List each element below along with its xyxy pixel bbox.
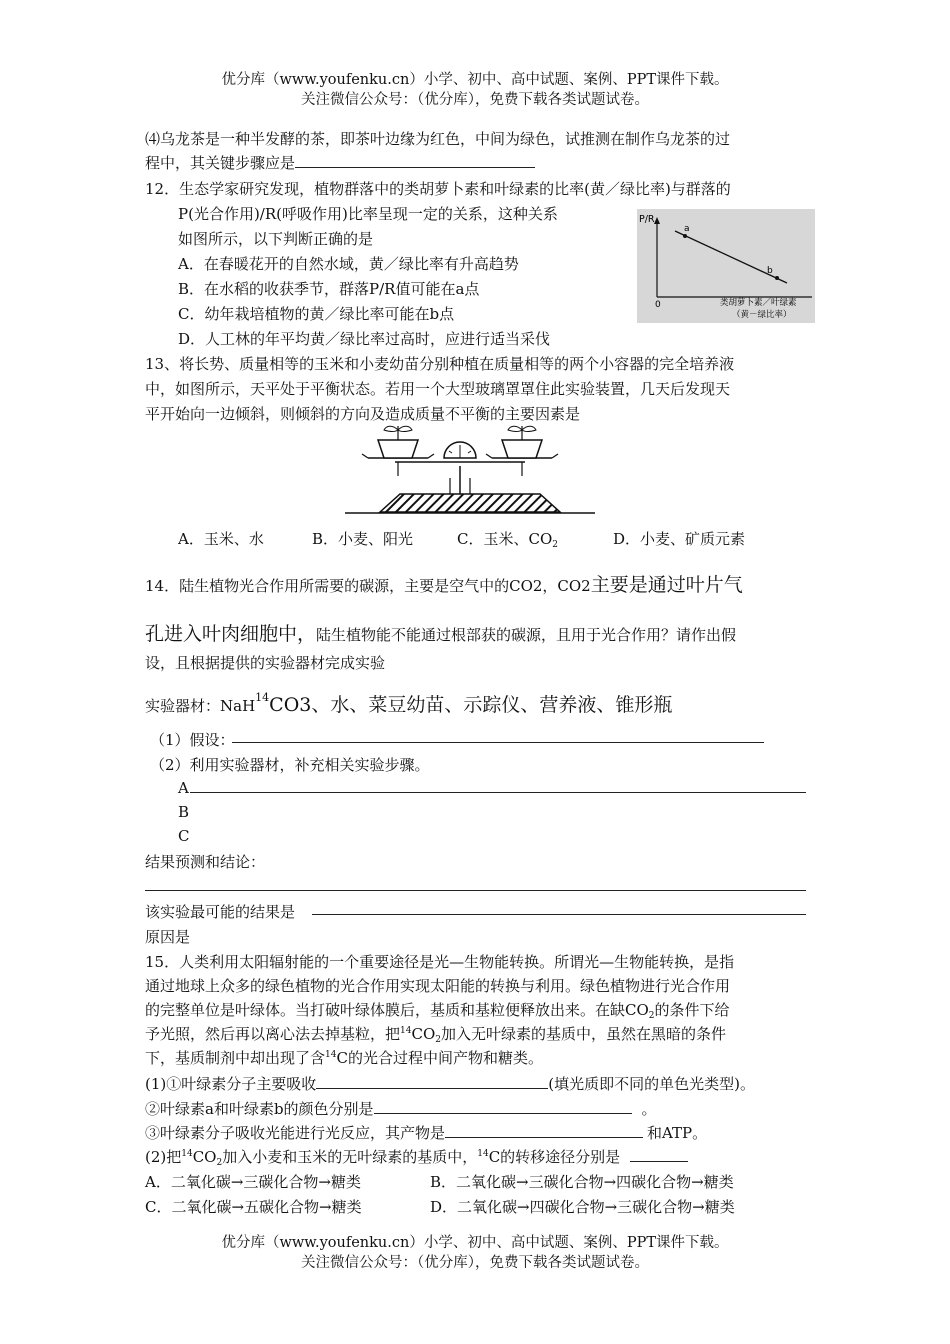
right-pan-edge — [552, 454, 558, 458]
header-line2: 关注微信公众号：（优分库），免费下载各类试题试卷。 — [301, 92, 649, 108]
q15-sub2-a: ②叶绿素a和叶绿素b的颜色分别是 — [145, 1100, 374, 1118]
y-axis-arrow — [654, 217, 660, 224]
q12-line1: 12．生态学家研究发现，植物群落中的类胡萝卜素和叶绿素的比率(黄／绿比率)与群落的 — [145, 180, 731, 198]
point-a — [683, 234, 687, 238]
q14-reason: 原因是 — [145, 928, 191, 946]
q14-materials-sup: 14 — [255, 691, 270, 704]
q15-sub1 — [145, 1073, 755, 1094]
q15-option-b: B．二氧化碳→三碳化合物→四碳化合物→糖类 — [430, 1173, 734, 1191]
q13-option-c-text: C．玉米、CO — [457, 530, 553, 548]
q13-line2: 中，如图所示，天平处于平衡状态。若用一个大型玻璃罩罩住此实验装置，几天后发现天 — [145, 380, 731, 398]
right-pan-edge — [486, 454, 492, 458]
q14-line2-b: 陆生植物能不能通过根部获的碳源，且用于光合作用？请作出假 — [316, 626, 737, 644]
hypothesis-blank[interactable] — [232, 742, 764, 743]
y-axis-label: P/R — [639, 214, 655, 225]
q11-4-line2-text: 程中，其关键步骤应是 — [145, 154, 296, 172]
q14-line1 — [145, 570, 743, 597]
origin-label: 0 — [655, 300, 661, 310]
x-axis-label-2: （黄－绿比率） — [732, 310, 792, 320]
q15-line4-sup: 14 — [400, 1026, 412, 1036]
left-pan-edge — [362, 454, 368, 458]
q15-line5-a: 下，基质制剂中却出现了含 — [145, 1049, 326, 1067]
x-axis-label-1: 类胡萝卜素／叶绿素 — [720, 298, 797, 308]
q14-materials — [145, 690, 672, 717]
q15-option-a: A．二氧化碳→三碳化合物→糖类 — [145, 1173, 361, 1191]
likely-result-blank[interactable] — [312, 914, 806, 915]
q14-step-a: A — [178, 779, 189, 797]
q13-option-b: B．小麦、阳光 — [312, 530, 414, 548]
q15-sub1-a: (1)①叶绿素分子主要吸收 — [145, 1075, 317, 1093]
absorbed-light-blank[interactable] — [316, 1088, 548, 1089]
q15-sub4-sub: 2 — [216, 1158, 223, 1168]
balance-base — [380, 494, 560, 512]
q15-sub1-b: (填光质即不同的单色光类型)。 — [548, 1075, 755, 1093]
q12-line2: P(光合作用)/R(呼吸作用)比率呈现一定的关系，这种关系 — [178, 205, 558, 223]
q15-line4-b: 加入无叶绿素的基质中，虽然在黑暗的条件 — [440, 1025, 726, 1043]
balance-diagram — [340, 418, 600, 518]
q15-line4-mid: CO — [411, 1025, 436, 1043]
q15-line1: 15．人类利用太阳辐射能的一个重要途径是光—生物能转换。所谓光—生物能转换，是指 — [145, 953, 735, 971]
point-a-label: a — [684, 224, 690, 234]
q15-sub4-sup1: 14 — [181, 1149, 193, 1159]
q15-line4-a: 予光照，然后再以离心法去掉基粒，把 — [145, 1025, 401, 1043]
q15-line3-sub: 2 — [648, 1011, 655, 1021]
q15-line3-end: 的条件下给 — [654, 1001, 730, 1019]
chlorophyll-color-blank[interactable] — [374, 1113, 632, 1114]
q11-4-line1: ⑷乌龙茶是一种半发酵的茶，即茶叶边缘为红色，中间为绿色，试推测在制作乌龙茶的过 — [145, 130, 731, 148]
q15-sub4-b: 加入小麦和玉米的无叶绿素的基质中， — [222, 1148, 478, 1166]
q15-sub4-a: (2)把 — [145, 1148, 182, 1166]
q12-option-a: A．在春暖花开的自然水域，黄／绿比率有升高趋势 — [178, 255, 519, 273]
light-reaction-product-blank[interactable] — [445, 1137, 643, 1138]
q15-line4-sub: 2 — [435, 1035, 441, 1045]
q15-sub2-b: 。 — [641, 1100, 657, 1118]
q12-option-d: D．人工林的年平均黄／绿比率过高时，应进行适当采伐 — [178, 330, 551, 348]
point-b — [775, 276, 779, 280]
result-blank[interactable] — [145, 890, 806, 891]
left-pan-edge — [428, 454, 434, 458]
q15-line5-sup: 14 — [325, 1050, 337, 1060]
q14-line1-b: 主要是通过叶片气 — [590, 574, 743, 596]
q15-sub4-c: C的转移途径分别是 — [488, 1148, 621, 1166]
q15-sub3-b: 和ATP。 — [647, 1124, 708, 1142]
q12-line3: 如图所示，以下判断正确的是 — [178, 230, 374, 248]
pr-ratio-chart-svg — [637, 209, 815, 323]
q13-option-a: A．玉米、水 — [178, 530, 264, 548]
q14-step-b: B — [178, 803, 190, 821]
q14-line1-a: 14．陆生植物光合作用所需要的碳源，主要是空气中的CO2，CO2 — [145, 577, 591, 595]
footer-line1: 优分库（www.youfenku.cn）小学、初中、高中试题、案例、PPT课件下载。 — [221, 1235, 729, 1251]
footer-line2: 关注微信公众号：（优分库），免费下载各类试题试卷。 — [301, 1255, 649, 1271]
q14-materials-a: 实验器材：NaH — [145, 697, 256, 715]
q13-option-d: D．小麦、矿质元素 — [613, 530, 746, 548]
q12-option-b: B．在水稻的收获季节，群落P/R值可能在a点 — [178, 280, 480, 298]
q11-4-line2 — [145, 152, 535, 173]
right-seedling-leaf — [522, 426, 536, 431]
q13-option-c — [457, 528, 558, 550]
q13-option-c-sub: 2 — [552, 540, 558, 550]
q13-line1: 13、将长势、质量相等的玉米和小麦幼苗分别种植在质量相等的两个小容器的完全培养液 — [145, 355, 735, 373]
q14-hypothesis: （1）假设： — [150, 731, 235, 749]
q14-result-label: 结果预测和结论： — [145, 853, 266, 871]
q13-line3: 平开始向一边倾斜，则倾斜的方向及造成质量不平衡的主要因素是 — [145, 405, 581, 423]
q12-option-c: C．幼年栽培植物的黄／绿比率可能在b点 — [178, 305, 455, 323]
q15-line5 — [145, 1047, 543, 1068]
q14-steps-intro: （2）利用实验器材，补充相关实验步骤。 — [150, 756, 430, 774]
step-a-blank[interactable] — [190, 792, 806, 793]
point-b-label: b — [767, 266, 773, 276]
q15-sub3 — [145, 1122, 707, 1143]
q15-line3 — [145, 999, 730, 1021]
q14-line2 — [145, 619, 736, 646]
q15-option-c: C．二氧化碳→五碳化合物→糖类 — [145, 1198, 362, 1216]
q15-line2: 通过地球上众多的绿色植物的光合作用实现太阳能的转换与利用。绿色植物进行光合作用 — [145, 977, 731, 995]
left-seedling-leaf — [384, 426, 398, 431]
q15-line3-text: 的完整单位是叶绿体。当打破叶绿体膜后，基质和基粒便释放出来。在缺CO — [145, 1001, 649, 1019]
answer-blank[interactable] — [295, 167, 535, 168]
q15-sub4-mid: CO — [192, 1148, 217, 1166]
pr-ratio-chart — [637, 209, 815, 323]
q14-line2-a: 孔进入叶肉细胞中， — [145, 623, 317, 645]
q14-materials-b: CO3、水、菜豆幼苗、示踪仪、营养液、锥形瓶 — [269, 694, 673, 716]
q15-sub4 — [145, 1146, 688, 1168]
left-container — [378, 440, 418, 458]
header-line1: 优分库（www.youfenku.cn）小学、初中、高中试题、案例、PPT课件下载。 — [221, 72, 729, 88]
q15-line5-b: C的光合过程中间产物和糖类。 — [336, 1049, 543, 1067]
q15-sub4-sup2: 14 — [477, 1149, 489, 1159]
carbon-pathway-blank[interactable] — [630, 1161, 688, 1162]
left-seedling-leaf — [398, 426, 412, 431]
q14-step-c: C — [178, 827, 190, 845]
right-seedling-leaf — [508, 426, 522, 431]
q15-sub2 — [145, 1098, 657, 1119]
q15-option-d: D．二氧化碳→四碳化合物→三碳化合物→糖类 — [430, 1198, 735, 1216]
right-container — [502, 440, 542, 458]
q14-line3: 设，且根据提供的实验器材完成实验 — [145, 654, 386, 672]
q15-sub3-a: ③叶绿素分子吸收光能进行光反应，其产物是 — [145, 1124, 446, 1142]
q15-line4 — [145, 1023, 726, 1045]
q14-likely-result: 该实验最可能的结果是 — [145, 903, 296, 921]
